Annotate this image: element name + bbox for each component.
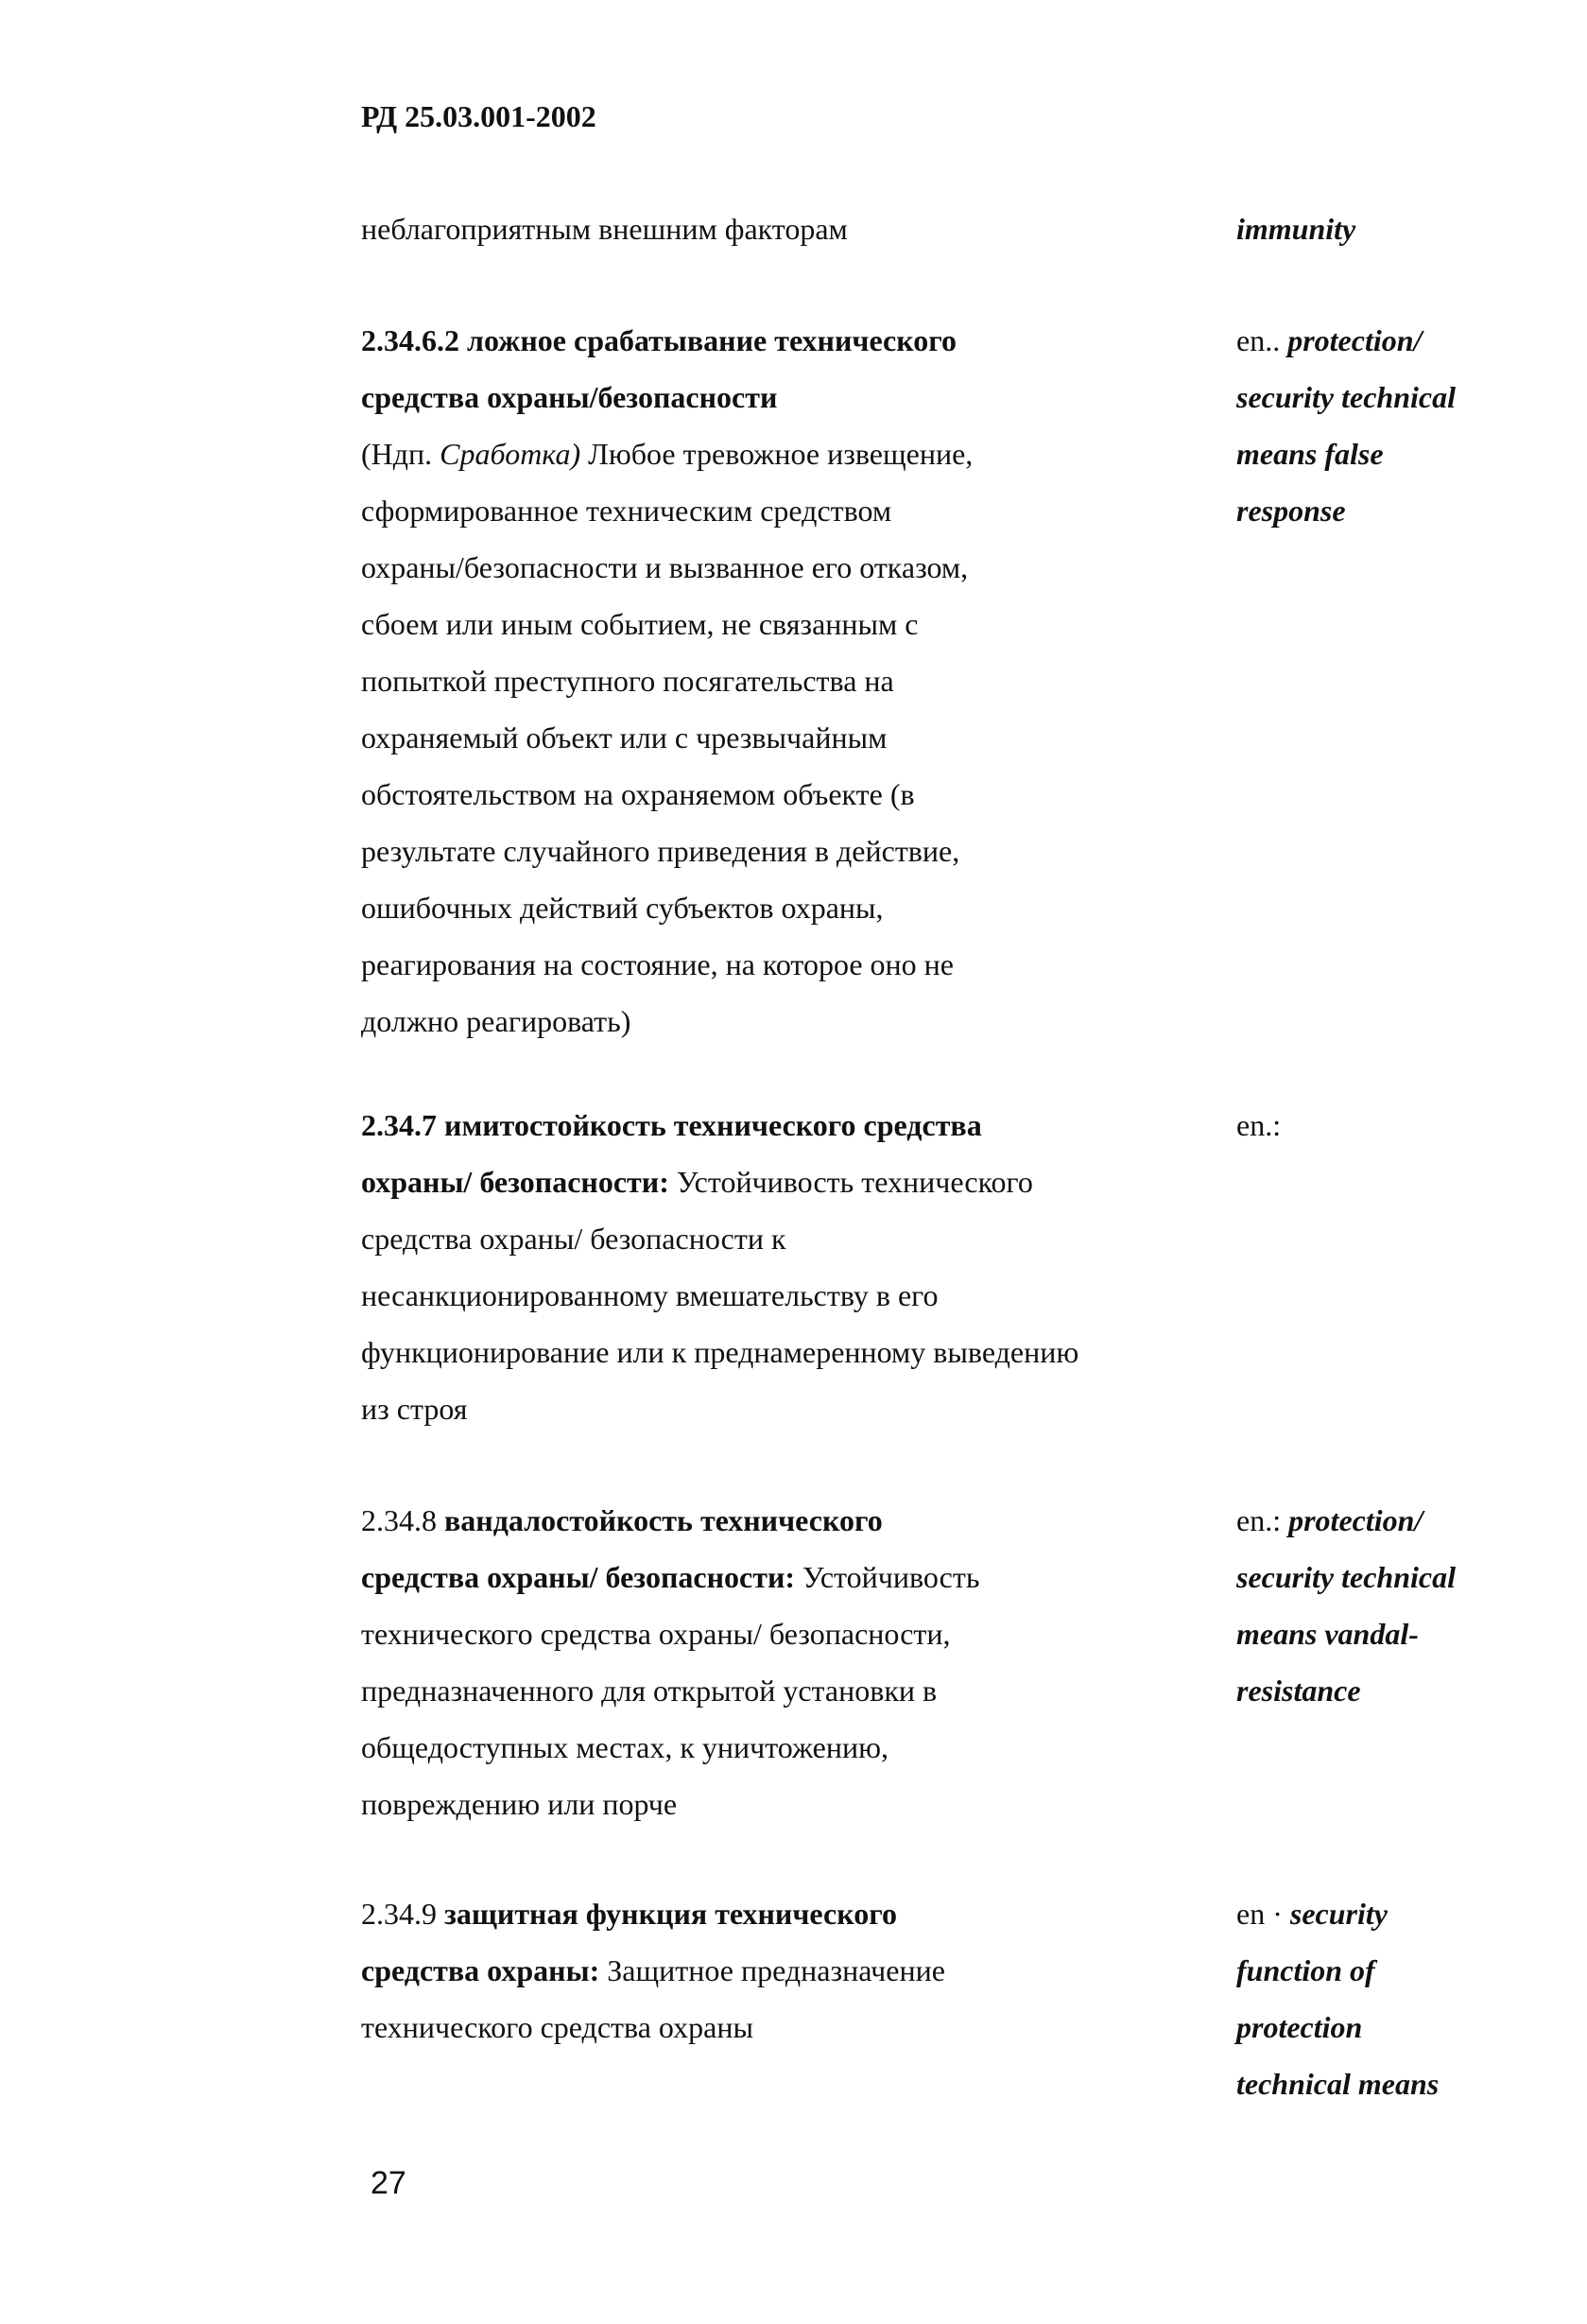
term-text-line xyxy=(361,832,959,870)
text-run: means vandal- xyxy=(1236,1617,1419,1651)
text-run: 2.34.9 xyxy=(361,1897,444,1931)
text-run: resistance xyxy=(1236,1674,1361,1708)
term-text-line xyxy=(361,1951,945,1989)
term-text-line xyxy=(361,1220,785,1257)
english-equivalent-line xyxy=(1236,1672,1361,1709)
text-run: средства охраны/ безопасности к xyxy=(361,1222,786,1256)
term-text-line xyxy=(361,210,848,248)
text-run: en.. xyxy=(1236,323,1288,357)
text-run: неблагоприятным внешним факторам xyxy=(361,212,848,246)
english-equivalent-line xyxy=(1236,210,1355,248)
term-text-line xyxy=(361,378,777,416)
english-equivalent-line xyxy=(1236,1951,1375,1989)
term-text-line xyxy=(361,775,915,813)
term-text-line xyxy=(361,605,918,643)
text-run: попыткой преступного посягательства на xyxy=(361,664,894,698)
term-text-line xyxy=(361,1106,982,1144)
term-text-line xyxy=(361,2008,753,2046)
text-run: protection/ xyxy=(1288,1503,1423,1537)
text-run: реагирования на состояние, на которое оно не xyxy=(361,947,954,981)
text-run: результате случайного приведения в действие, xyxy=(361,834,960,868)
text-run: сбоем или иным событием, не связанным с xyxy=(361,607,919,641)
text-run: должно реагировать) xyxy=(361,1004,631,1038)
text-run: immunity xyxy=(1236,212,1356,246)
text-run: технического средства охраны xyxy=(361,2010,753,2044)
english-equivalent-line xyxy=(1236,2008,1362,2046)
text-run: en · xyxy=(1236,1897,1290,1931)
term-text-line xyxy=(361,1785,677,1823)
term-text-line xyxy=(361,1390,467,1428)
term-text-line xyxy=(361,1728,888,1766)
text-run: предназначенного для открытой установки в xyxy=(361,1674,938,1708)
text-run: несанкционированному вмешательству в его xyxy=(361,1278,939,1312)
text-run: protection/ xyxy=(1287,323,1423,357)
text-run: вандалостойкость технического xyxy=(444,1503,883,1537)
term-text-line xyxy=(361,1895,897,1933)
text-run: Любое тревожное извещение, xyxy=(580,437,974,471)
text-run: общедоступных местах, к уничтожению, xyxy=(361,1730,889,1764)
term-text-line xyxy=(361,1558,979,1596)
term-text-line xyxy=(361,492,891,529)
term-text-line xyxy=(361,435,973,473)
term-text-line xyxy=(361,321,957,359)
term-text-line xyxy=(361,889,884,927)
text-run: средства охраны/ безопасности: xyxy=(361,1560,796,1594)
term-text-line xyxy=(361,662,894,700)
text-run: функционирование или к преднамеренному выведению xyxy=(361,1335,1079,1369)
text-run: security technical xyxy=(1236,1560,1456,1594)
text-run: 2.34.8 xyxy=(361,1503,444,1537)
term-text-line xyxy=(361,1002,630,1040)
text-run: ошибочных действий субъектов охраны, xyxy=(361,891,884,925)
text-run: means false xyxy=(1236,437,1384,471)
term-text-line xyxy=(361,945,954,983)
english-equivalent-line xyxy=(1236,492,1346,529)
text-run: средства охраны/безопасности xyxy=(361,380,778,414)
english-equivalent-line xyxy=(1236,1106,1281,1144)
text-run: защитная функция технического xyxy=(444,1897,897,1931)
term-text-line xyxy=(361,548,968,586)
text-run: function of xyxy=(1236,1953,1375,1987)
text-run: response xyxy=(1236,494,1346,528)
english-equivalent-line xyxy=(1236,1895,1388,1933)
text-run: охраняемый объект или с чрезвычайным xyxy=(361,720,888,754)
english-equivalent-line xyxy=(1236,378,1456,416)
text-run: Устойчивость технического xyxy=(668,1165,1033,1199)
text-run: security technical xyxy=(1236,380,1456,414)
text-run: обстоятельством на охраняемом объекте (в xyxy=(361,777,915,811)
english-equivalent-line xyxy=(1236,2065,1439,2103)
text-run: из строя xyxy=(361,1392,468,1426)
text-run: охраны/безопасности и вызванное его отказом, xyxy=(361,550,969,584)
text-run: технического средства охраны/ безопасности, xyxy=(361,1617,951,1651)
text-run: 2.34.6.2 ложное срабатывание технического xyxy=(361,323,957,357)
text-run: en.: xyxy=(1236,1503,1289,1537)
text-run: technical means xyxy=(1236,2067,1440,2101)
text-run: security xyxy=(1289,1897,1388,1931)
text-run: средства охраны: xyxy=(361,1953,600,1987)
term-text-line xyxy=(361,1333,1078,1371)
text-run: Устойчивость xyxy=(795,1560,980,1594)
text-run: Защитное предназначение xyxy=(599,1953,945,1987)
english-equivalent-line xyxy=(1236,321,1422,359)
term-text-line xyxy=(361,1501,883,1539)
text-run: 2.34.7 имитостойкость технического средства xyxy=(361,1108,982,1142)
english-equivalent-line xyxy=(1236,1615,1419,1653)
page-number: 27 xyxy=(371,2165,406,2201)
text-run: (Ндп. xyxy=(361,437,440,471)
text-run: en.: xyxy=(1236,1108,1282,1142)
term-text-line xyxy=(361,1276,939,1314)
text-run: Сработка) xyxy=(440,437,581,471)
text-run: охраны/ безопасности: xyxy=(361,1165,669,1199)
term-text-line xyxy=(361,1163,1033,1201)
term-text-line xyxy=(361,1672,937,1709)
english-equivalent-line xyxy=(1236,1501,1423,1539)
english-equivalent-line xyxy=(1236,1558,1456,1596)
english-equivalent-line xyxy=(1236,435,1384,473)
term-text-line xyxy=(361,719,887,756)
text-run: сформированное техническим средством xyxy=(361,494,892,528)
term-text-line xyxy=(361,1615,951,1653)
text-run: protection xyxy=(1236,2010,1363,2044)
text-run: повреждению или порче xyxy=(361,1787,678,1821)
document-header: РД 25.03.001-2002 xyxy=(361,99,596,133)
